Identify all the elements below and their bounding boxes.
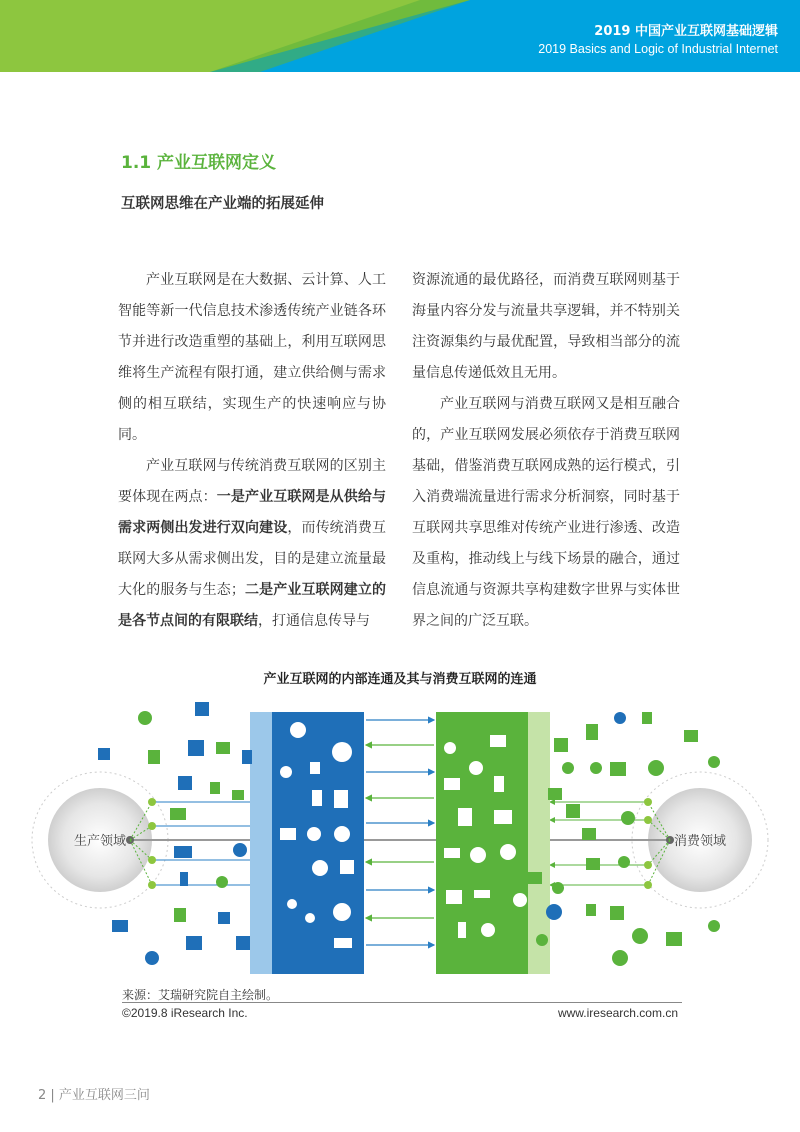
hands-icon (590, 762, 602, 774)
forklift-icon (195, 702, 209, 716)
divider (122, 1002, 682, 1003)
dollar-icon (180, 872, 188, 886)
left-branch-lines (152, 802, 260, 885)
signal-icon (334, 790, 348, 808)
globe-icon (546, 904, 562, 920)
compass-icon (708, 920, 720, 932)
node-dot (644, 861, 652, 869)
monitor-icon (334, 938, 352, 948)
chart-icon (236, 936, 250, 950)
text: ，而传统消费互联网大多从需求侧出发，目的是建立流量最大化的服务与生态； (118, 520, 387, 598)
website-link[interactable]: www.iresearch.com.cn (557, 1006, 678, 1020)
video-icon (614, 712, 626, 724)
body-column-left (118, 265, 386, 637)
headset-icon (233, 843, 247, 857)
lifebuoy-icon (648, 760, 664, 776)
refresh-icon (621, 811, 635, 825)
bold-text: 二是产业互联网建立的是各节点间的有限联结 (118, 582, 387, 629)
text: ，打通信息传导与 (258, 613, 370, 629)
upload-icon (290, 722, 306, 738)
wrench-icon (218, 912, 230, 924)
key-icon (474, 890, 490, 898)
heart-icon (444, 742, 456, 754)
pin-icon (310, 762, 320, 774)
laptop-icon (174, 846, 192, 858)
heart-outline-icon (481, 923, 495, 937)
page-header (0, 0, 800, 72)
target-icon (280, 766, 292, 778)
production-label: 生产领域 (73, 834, 127, 849)
mail-icon (684, 730, 698, 742)
globe-icon (562, 762, 574, 774)
section-title: 1.1 产业互联网定义 (121, 153, 277, 173)
bell-icon (618, 856, 630, 868)
node-dot (644, 881, 652, 889)
paperclip-icon (458, 922, 466, 938)
worker-icon (312, 860, 328, 876)
paragraph: 资源流通的最优路径，而消费互联网则基于海量内容分发与流量共享逻辑，并不特别关注资源集约与最优配置，导致相当部分的流量信息传递低效且无用。 (412, 272, 680, 381)
map-icon (610, 906, 624, 920)
bottle-icon (210, 782, 220, 794)
flag-icon (642, 712, 652, 724)
factory-icon (148, 750, 160, 764)
vimeo-icon (536, 934, 548, 946)
cart-icon (666, 932, 682, 946)
green-panel-edge (528, 712, 550, 974)
consumption-label: 消费领域 (673, 834, 727, 849)
gift-icon (340, 860, 354, 874)
copyright: ©2019.8 iResearch Inc. (122, 1006, 248, 1020)
music-note-icon (586, 724, 598, 740)
lifebuoy-icon (632, 928, 648, 944)
node-dot (644, 816, 652, 824)
compass-icon (333, 903, 351, 921)
download-icon (494, 776, 504, 792)
android-icon (216, 876, 228, 888)
bar-chart-icon (280, 828, 296, 840)
header-subtitle: 2019 Basics and Logic of Industrial Internet (538, 42, 778, 56)
vimeo-icon (612, 950, 628, 966)
paragraph: 产业互联网与消费互联网又是相互融合的，产业互联网发展必须依存于消费互联网基础，借鉴消费互联网成熟的运行模式，引入消费端流量进行需求分析洞察，同时基于互联网共享思维对传统产业进行渗透、改造及重构，推动线上与线下场景的融合，通过信息流通与资源共享构建数字世界与实体世界之间的广泛互联。 (412, 396, 680, 629)
body-column-right (412, 265, 680, 637)
cash-register-icon (186, 936, 202, 950)
chat-icon (610, 762, 626, 776)
source-note: 来源：艾瑞研究院自主绘制。 (122, 988, 279, 1002)
paragraph: 产业互联网是在大数据、云计算、人工智能等新一代信息技术渗透传统产业链各环节并进行改造重塑的基础上，利用互联网思维将生产流程有限打通，建立供给侧与需求侧的相互联结，实现生产的快速响应与协同。 (118, 272, 386, 443)
lifebuoy-icon (138, 711, 152, 725)
battery-icon (242, 750, 252, 764)
megaphone-icon (548, 788, 562, 800)
bold-text: 一是产业互联网是从供给与需求两侧出发进行双向建设 (118, 489, 387, 536)
newspaper-icon (528, 872, 542, 884)
network-node-icon (287, 899, 297, 909)
gear-icon (145, 951, 159, 965)
figure-title: 产业互联网的内部连通及其与消费互联网的连通 (263, 672, 537, 687)
map-icon (446, 890, 462, 904)
node-dot (644, 798, 652, 806)
bulb-icon (469, 761, 483, 775)
info-icon (513, 893, 527, 907)
page-footer: 2 | 产业互联网三问 (38, 1088, 150, 1103)
truck-icon (112, 920, 128, 932)
antenna-icon (312, 790, 322, 806)
panel-arrows (366, 720, 434, 945)
node-dot (148, 881, 156, 889)
network-node-icon (305, 913, 315, 923)
fast-forward-icon (582, 828, 596, 840)
tag-icon (552, 882, 564, 894)
tablet-icon (458, 808, 472, 826)
node-dot (148, 822, 156, 830)
pen-icon (586, 904, 596, 916)
instagram-icon (554, 738, 568, 752)
rss-icon (178, 776, 192, 790)
paragraph (118, 451, 386, 637)
play-icon (494, 810, 512, 824)
first-aid-icon (216, 742, 230, 754)
printer-icon (586, 858, 600, 870)
section-subheading: 互联网思维在产业端的拓展延伸 (121, 196, 324, 212)
header-title: 2019 中国产业互联网基础逻辑 (594, 24, 778, 39)
mail-icon (232, 790, 244, 800)
node-dot (148, 798, 156, 806)
truck-icon (444, 778, 460, 790)
twitter-icon (490, 735, 506, 747)
settings-sliders-icon (170, 808, 186, 820)
text: 产业互联网与传统消费互联网的区别主要体现在两点： (118, 458, 386, 505)
plane-icon (444, 848, 460, 858)
gift-icon (566, 804, 580, 818)
node-dot (148, 856, 156, 864)
head-icon (470, 847, 486, 863)
crane-icon (188, 740, 204, 756)
connectivity-diagram (30, 690, 770, 980)
gear-icon (332, 742, 352, 762)
blue-panel-edge (250, 712, 272, 974)
id-card-icon (98, 748, 110, 760)
user-head-icon (334, 826, 350, 842)
wifi-icon (307, 827, 321, 841)
vimeo-icon (500, 844, 516, 860)
building-icon (174, 908, 186, 922)
drop-icon (708, 756, 720, 768)
